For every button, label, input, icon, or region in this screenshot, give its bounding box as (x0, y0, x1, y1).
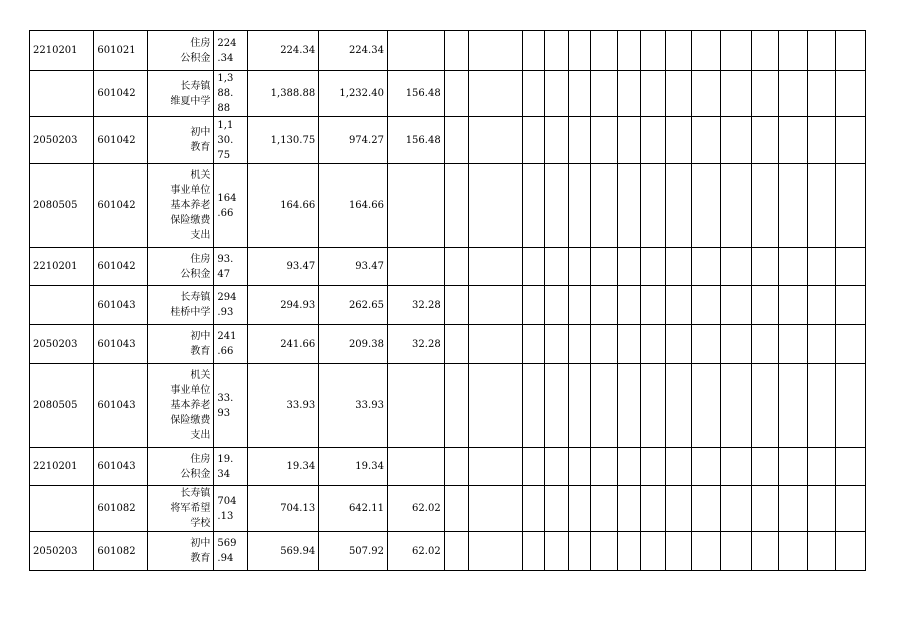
empty-cell (590, 486, 617, 532)
empty-cell (752, 364, 778, 448)
empty-cell (468, 248, 523, 286)
empty-cell (808, 448, 836, 486)
total-narrow-cell: 33. 93 (214, 364, 248, 448)
total-cell: 1,130.75 (248, 117, 319, 164)
subject-code-cell (30, 286, 94, 325)
empty-cell (444, 164, 468, 248)
empty-cell (720, 31, 752, 71)
empty-cell (523, 486, 545, 532)
empty-cell (666, 532, 692, 571)
empty-cell (778, 248, 807, 286)
empty-cell (692, 532, 720, 571)
total-cell: 19.34 (248, 448, 319, 486)
basic-expense-cell: 262.65 (319, 286, 388, 325)
empty-cell (778, 364, 807, 448)
empty-cell (778, 117, 807, 164)
empty-cell (569, 164, 591, 248)
empty-cell (808, 364, 836, 448)
empty-cell (569, 248, 591, 286)
total-cell: 33.93 (248, 364, 319, 448)
empty-cell (468, 71, 523, 117)
project-expense-cell: 62.02 (387, 486, 444, 532)
empty-cell (836, 364, 866, 448)
empty-cell (778, 486, 807, 532)
item-name-cell: 长寿镇 将军希望 学校 (147, 486, 214, 532)
empty-cell (836, 286, 866, 325)
table-row (30, 248, 866, 286)
table-row (30, 117, 866, 164)
empty-cell (618, 286, 641, 325)
empty-cell (641, 71, 666, 117)
empty-cell (523, 164, 545, 248)
empty-cell (444, 325, 468, 364)
empty-cell (836, 31, 866, 71)
subject-code-cell (30, 486, 94, 532)
empty-cell (590, 71, 617, 117)
empty-cell (545, 448, 569, 486)
empty-cell (808, 117, 836, 164)
empty-cell (444, 71, 468, 117)
project-expense-cell (387, 248, 444, 286)
project-expense-cell: 62.02 (387, 532, 444, 571)
table-row (30, 325, 866, 364)
empty-cell (523, 286, 545, 325)
empty-cell (569, 532, 591, 571)
unit-code-cell: 601043 (94, 286, 147, 325)
empty-cell (778, 532, 807, 571)
empty-cell (692, 71, 720, 117)
empty-cell (545, 286, 569, 325)
project-expense-cell (387, 364, 444, 448)
unit-code-cell: 601042 (94, 71, 147, 117)
item-name-cell: 机关 事业单位 基本养老 保险缴费 支出 (147, 164, 214, 248)
empty-cell (836, 448, 866, 486)
total-cell: 704.13 (248, 486, 319, 532)
empty-cell (641, 448, 666, 486)
empty-cell (468, 286, 523, 325)
empty-cell (808, 286, 836, 325)
item-name-cell: 初中 教育 (147, 117, 214, 164)
empty-cell (590, 325, 617, 364)
total-narrow-cell: 19. 34 (214, 448, 248, 486)
empty-cell (808, 248, 836, 286)
empty-cell (569, 486, 591, 532)
empty-cell (523, 71, 545, 117)
empty-cell (836, 117, 866, 164)
total-narrow-cell: 224 .34 (214, 31, 248, 71)
table-row (30, 364, 866, 448)
empty-cell (808, 532, 836, 571)
empty-cell (444, 532, 468, 571)
empty-cell (692, 248, 720, 286)
empty-cell (778, 71, 807, 117)
empty-cell (618, 71, 641, 117)
empty-cell (523, 117, 545, 164)
empty-cell (692, 448, 720, 486)
project-expense-cell (387, 448, 444, 486)
subject-code-cell: 2050203 (30, 532, 94, 571)
empty-cell (778, 164, 807, 248)
empty-cell (666, 248, 692, 286)
unit-code-cell: 601042 (94, 164, 147, 248)
item-name-cell: 初中 教育 (147, 532, 214, 571)
empty-cell (468, 486, 523, 532)
empty-cell (666, 364, 692, 448)
subject-code-cell: 2210201 (30, 248, 94, 286)
empty-cell (641, 164, 666, 248)
subject-code-cell: 2210201 (30, 448, 94, 486)
empty-cell (778, 31, 807, 71)
subject-code-cell: 2080505 (30, 364, 94, 448)
empty-cell (545, 532, 569, 571)
empty-cell (666, 31, 692, 71)
empty-cell (618, 164, 641, 248)
item-name-cell: 长寿镇 维夏中学 (147, 71, 214, 117)
item-name-cell: 初中 教育 (147, 325, 214, 364)
basic-expense-cell: 33.93 (319, 364, 388, 448)
total-narrow-cell: 294 .93 (214, 286, 248, 325)
empty-cell (444, 248, 468, 286)
total-narrow-cell: 241 .66 (214, 325, 248, 364)
empty-cell (720, 117, 752, 164)
empty-cell (618, 486, 641, 532)
empty-cell (545, 117, 569, 164)
empty-cell (468, 325, 523, 364)
empty-cell (778, 448, 807, 486)
empty-cell (836, 325, 866, 364)
unit-code-cell: 601043 (94, 448, 147, 486)
empty-cell (641, 117, 666, 164)
empty-cell (545, 71, 569, 117)
empty-cell (720, 364, 752, 448)
total-narrow-cell: 164 .66 (214, 164, 248, 248)
empty-cell (666, 117, 692, 164)
empty-cell (569, 71, 591, 117)
empty-cell (569, 364, 591, 448)
item-name-cell: 住房 公积金 (147, 31, 214, 71)
basic-expense-cell: 93.47 (319, 248, 388, 286)
empty-cell (692, 31, 720, 71)
total-narrow-cell: 1,1 30. 75 (214, 117, 248, 164)
total-narrow-cell: 93. 47 (214, 248, 248, 286)
subject-code-cell: 2050203 (30, 117, 94, 164)
empty-cell (836, 248, 866, 286)
total-cell: 241.66 (248, 325, 319, 364)
empty-cell (808, 164, 836, 248)
empty-cell (752, 532, 778, 571)
empty-cell (666, 325, 692, 364)
empty-cell (618, 325, 641, 364)
empty-cell (752, 164, 778, 248)
empty-cell (523, 325, 545, 364)
empty-cell (692, 325, 720, 364)
total-cell: 1,388.88 (248, 71, 319, 117)
subject-code-cell: 2080505 (30, 164, 94, 248)
empty-cell (720, 486, 752, 532)
basic-expense-cell: 19.34 (319, 448, 388, 486)
empty-cell (618, 117, 641, 164)
empty-cell (468, 117, 523, 164)
empty-cell (641, 364, 666, 448)
empty-cell (590, 164, 617, 248)
basic-expense-cell: 164.66 (319, 164, 388, 248)
empty-cell (666, 164, 692, 248)
unit-code-cell: 601042 (94, 117, 147, 164)
empty-cell (808, 31, 836, 71)
empty-cell (752, 71, 778, 117)
table-row (30, 448, 866, 486)
empty-cell (666, 448, 692, 486)
basic-expense-cell: 224.34 (319, 31, 388, 71)
empty-cell (444, 486, 468, 532)
empty-cell (720, 532, 752, 571)
table-row (30, 486, 866, 532)
empty-cell (618, 448, 641, 486)
empty-cell (720, 248, 752, 286)
total-cell: 93.47 (248, 248, 319, 286)
empty-cell (590, 532, 617, 571)
empty-cell (523, 31, 545, 71)
empty-cell (720, 448, 752, 486)
empty-cell (666, 486, 692, 532)
empty-cell (618, 364, 641, 448)
empty-cell (444, 286, 468, 325)
empty-cell (752, 117, 778, 164)
empty-cell (778, 325, 807, 364)
total-narrow-cell: 1,3 88. 88 (214, 71, 248, 117)
empty-cell (720, 71, 752, 117)
table-row (30, 31, 866, 71)
subject-code-cell: 2210201 (30, 31, 94, 71)
empty-cell (618, 532, 641, 571)
empty-cell (808, 325, 836, 364)
empty-cell (618, 248, 641, 286)
empty-cell (618, 31, 641, 71)
empty-cell (692, 286, 720, 325)
empty-cell (545, 248, 569, 286)
empty-cell (641, 486, 666, 532)
empty-cell (444, 31, 468, 71)
basic-expense-cell: 642.11 (319, 486, 388, 532)
empty-cell (778, 286, 807, 325)
project-expense-cell: 32.28 (387, 325, 444, 364)
project-expense-cell (387, 31, 444, 71)
empty-cell (752, 286, 778, 325)
empty-cell (752, 31, 778, 71)
item-name-cell: 长寿镇 桂桥中学 (147, 286, 214, 325)
table-row (30, 532, 866, 571)
empty-cell (752, 325, 778, 364)
empty-cell (444, 117, 468, 164)
empty-cell (666, 286, 692, 325)
empty-cell (569, 31, 591, 71)
empty-cell (720, 325, 752, 364)
empty-cell (752, 248, 778, 286)
total-cell: 569.94 (248, 532, 319, 571)
unit-code-cell: 601082 (94, 486, 147, 532)
empty-cell (666, 71, 692, 117)
empty-cell (468, 532, 523, 571)
project-expense-cell: 156.48 (387, 117, 444, 164)
basic-expense-cell: 209.38 (319, 325, 388, 364)
empty-cell (569, 325, 591, 364)
empty-cell (590, 286, 617, 325)
empty-cell (545, 31, 569, 71)
empty-cell (569, 286, 591, 325)
unit-code-cell: 601021 (94, 31, 147, 71)
empty-cell (641, 31, 666, 71)
project-expense-cell (387, 164, 444, 248)
table-row (30, 164, 866, 248)
empty-cell (692, 486, 720, 532)
empty-cell (720, 164, 752, 248)
unit-code-cell: 601082 (94, 532, 147, 571)
table-row (30, 286, 866, 325)
subject-code-cell (30, 71, 94, 117)
table-row (30, 71, 866, 117)
empty-cell (523, 448, 545, 486)
item-name-cell: 住房 公积金 (147, 448, 214, 486)
empty-cell (836, 532, 866, 571)
empty-cell (808, 71, 836, 117)
empty-cell (590, 248, 617, 286)
empty-cell (692, 164, 720, 248)
empty-cell (692, 117, 720, 164)
empty-cell (444, 448, 468, 486)
empty-cell (752, 486, 778, 532)
total-narrow-cell: 569 .94 (214, 532, 248, 571)
empty-cell (836, 486, 866, 532)
empty-cell (545, 364, 569, 448)
empty-cell (641, 325, 666, 364)
empty-cell (444, 364, 468, 448)
empty-cell (523, 532, 545, 571)
total-cell: 224.34 (248, 31, 319, 71)
unit-code-cell: 601043 (94, 325, 147, 364)
empty-cell (468, 364, 523, 448)
empty-cell (808, 486, 836, 532)
empty-cell (692, 364, 720, 448)
subject-code-cell: 2050203 (30, 325, 94, 364)
empty-cell (468, 448, 523, 486)
empty-cell (641, 286, 666, 325)
empty-cell (836, 71, 866, 117)
item-name-cell: 住房 公积金 (147, 248, 214, 286)
empty-cell (720, 286, 752, 325)
empty-cell (590, 117, 617, 164)
basic-expense-cell: 1,232.40 (319, 71, 388, 117)
basic-expense-cell: 507.92 (319, 532, 388, 571)
empty-cell (545, 486, 569, 532)
project-expense-cell: 156.48 (387, 71, 444, 117)
item-name-cell: 机关 事业单位 基本养老 保险缴费 支出 (147, 364, 214, 448)
empty-cell (569, 448, 591, 486)
empty-cell (590, 31, 617, 71)
total-narrow-cell: 704 .13 (214, 486, 248, 532)
budget-table (29, 30, 866, 571)
empty-cell (523, 248, 545, 286)
empty-cell (468, 164, 523, 248)
unit-code-cell: 601042 (94, 248, 147, 286)
empty-cell (836, 164, 866, 248)
empty-cell (545, 325, 569, 364)
empty-cell (641, 248, 666, 286)
empty-cell (523, 364, 545, 448)
empty-cell (468, 31, 523, 71)
empty-cell (641, 532, 666, 571)
empty-cell (545, 164, 569, 248)
total-cell: 294.93 (248, 286, 319, 325)
basic-expense-cell: 974.27 (319, 117, 388, 164)
empty-cell (569, 117, 591, 164)
empty-cell (590, 448, 617, 486)
empty-cell (752, 448, 778, 486)
project-expense-cell: 32.28 (387, 286, 444, 325)
empty-cell (590, 364, 617, 448)
total-cell: 164.66 (248, 164, 319, 248)
unit-code-cell: 601043 (94, 364, 147, 448)
